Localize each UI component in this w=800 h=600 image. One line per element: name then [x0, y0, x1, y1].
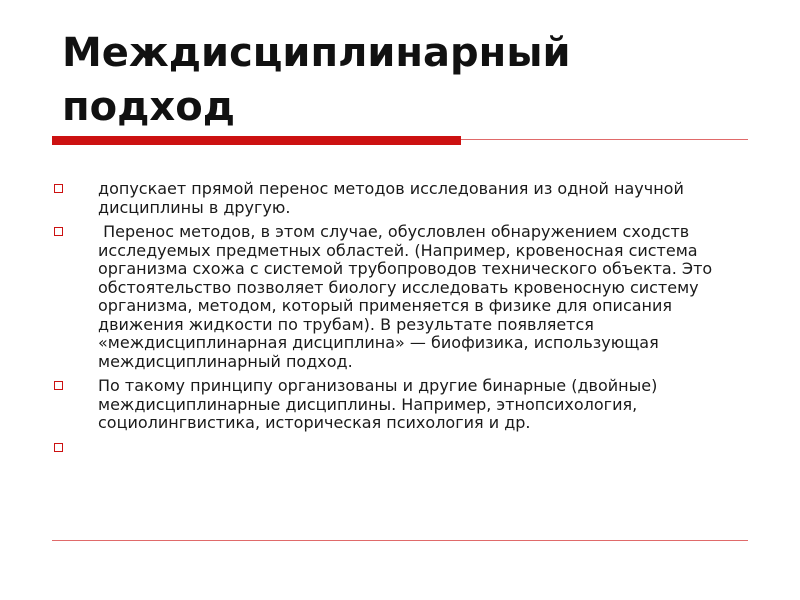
square-bullet-icon — [54, 443, 63, 452]
bullet-text: По такому принципу организованы и другие бинарные (двойные) междисциплинарные дисциплины. Например, этнопсихология, социолингвистика, историческая психология и др. — [98, 376, 658, 432]
bullet-item — [54, 223, 754, 371]
square-bullet-icon — [54, 227, 63, 236]
title-underline-thick — [52, 136, 461, 145]
bullet-item — [54, 439, 754, 458]
bullet-text: Перенос методов, в этом случае, обусловлен обнаружением сходств исследуемых предметных областей. (Например, кровеносная система организма схожа с системой трубопроводов технического объекта. Это обстоятельство позволяет биологу исследовать кровеносную систему организма, методом, который применяется в физике для описания движения жидкости по трубам). В результате появляется «междисциплинарная дисциплина» — биофизика, использующая междисциплинарный подход. — [98, 222, 718, 371]
bullet-list — [54, 180, 754, 463]
bullet-text: допускает прямой перенос методов исследования из одной научной дисциплины в другую. — [98, 179, 684, 217]
title-underline-thin — [461, 139, 748, 140]
square-bullet-icon — [54, 381, 63, 390]
bullet-item — [54, 180, 754, 217]
square-bullet-icon — [54, 184, 63, 193]
bullet-item — [54, 377, 754, 433]
footer-divider — [52, 540, 748, 541]
bullet-text — [98, 439, 754, 458]
slide-title: Междисциплинарный подход — [62, 30, 571, 130]
